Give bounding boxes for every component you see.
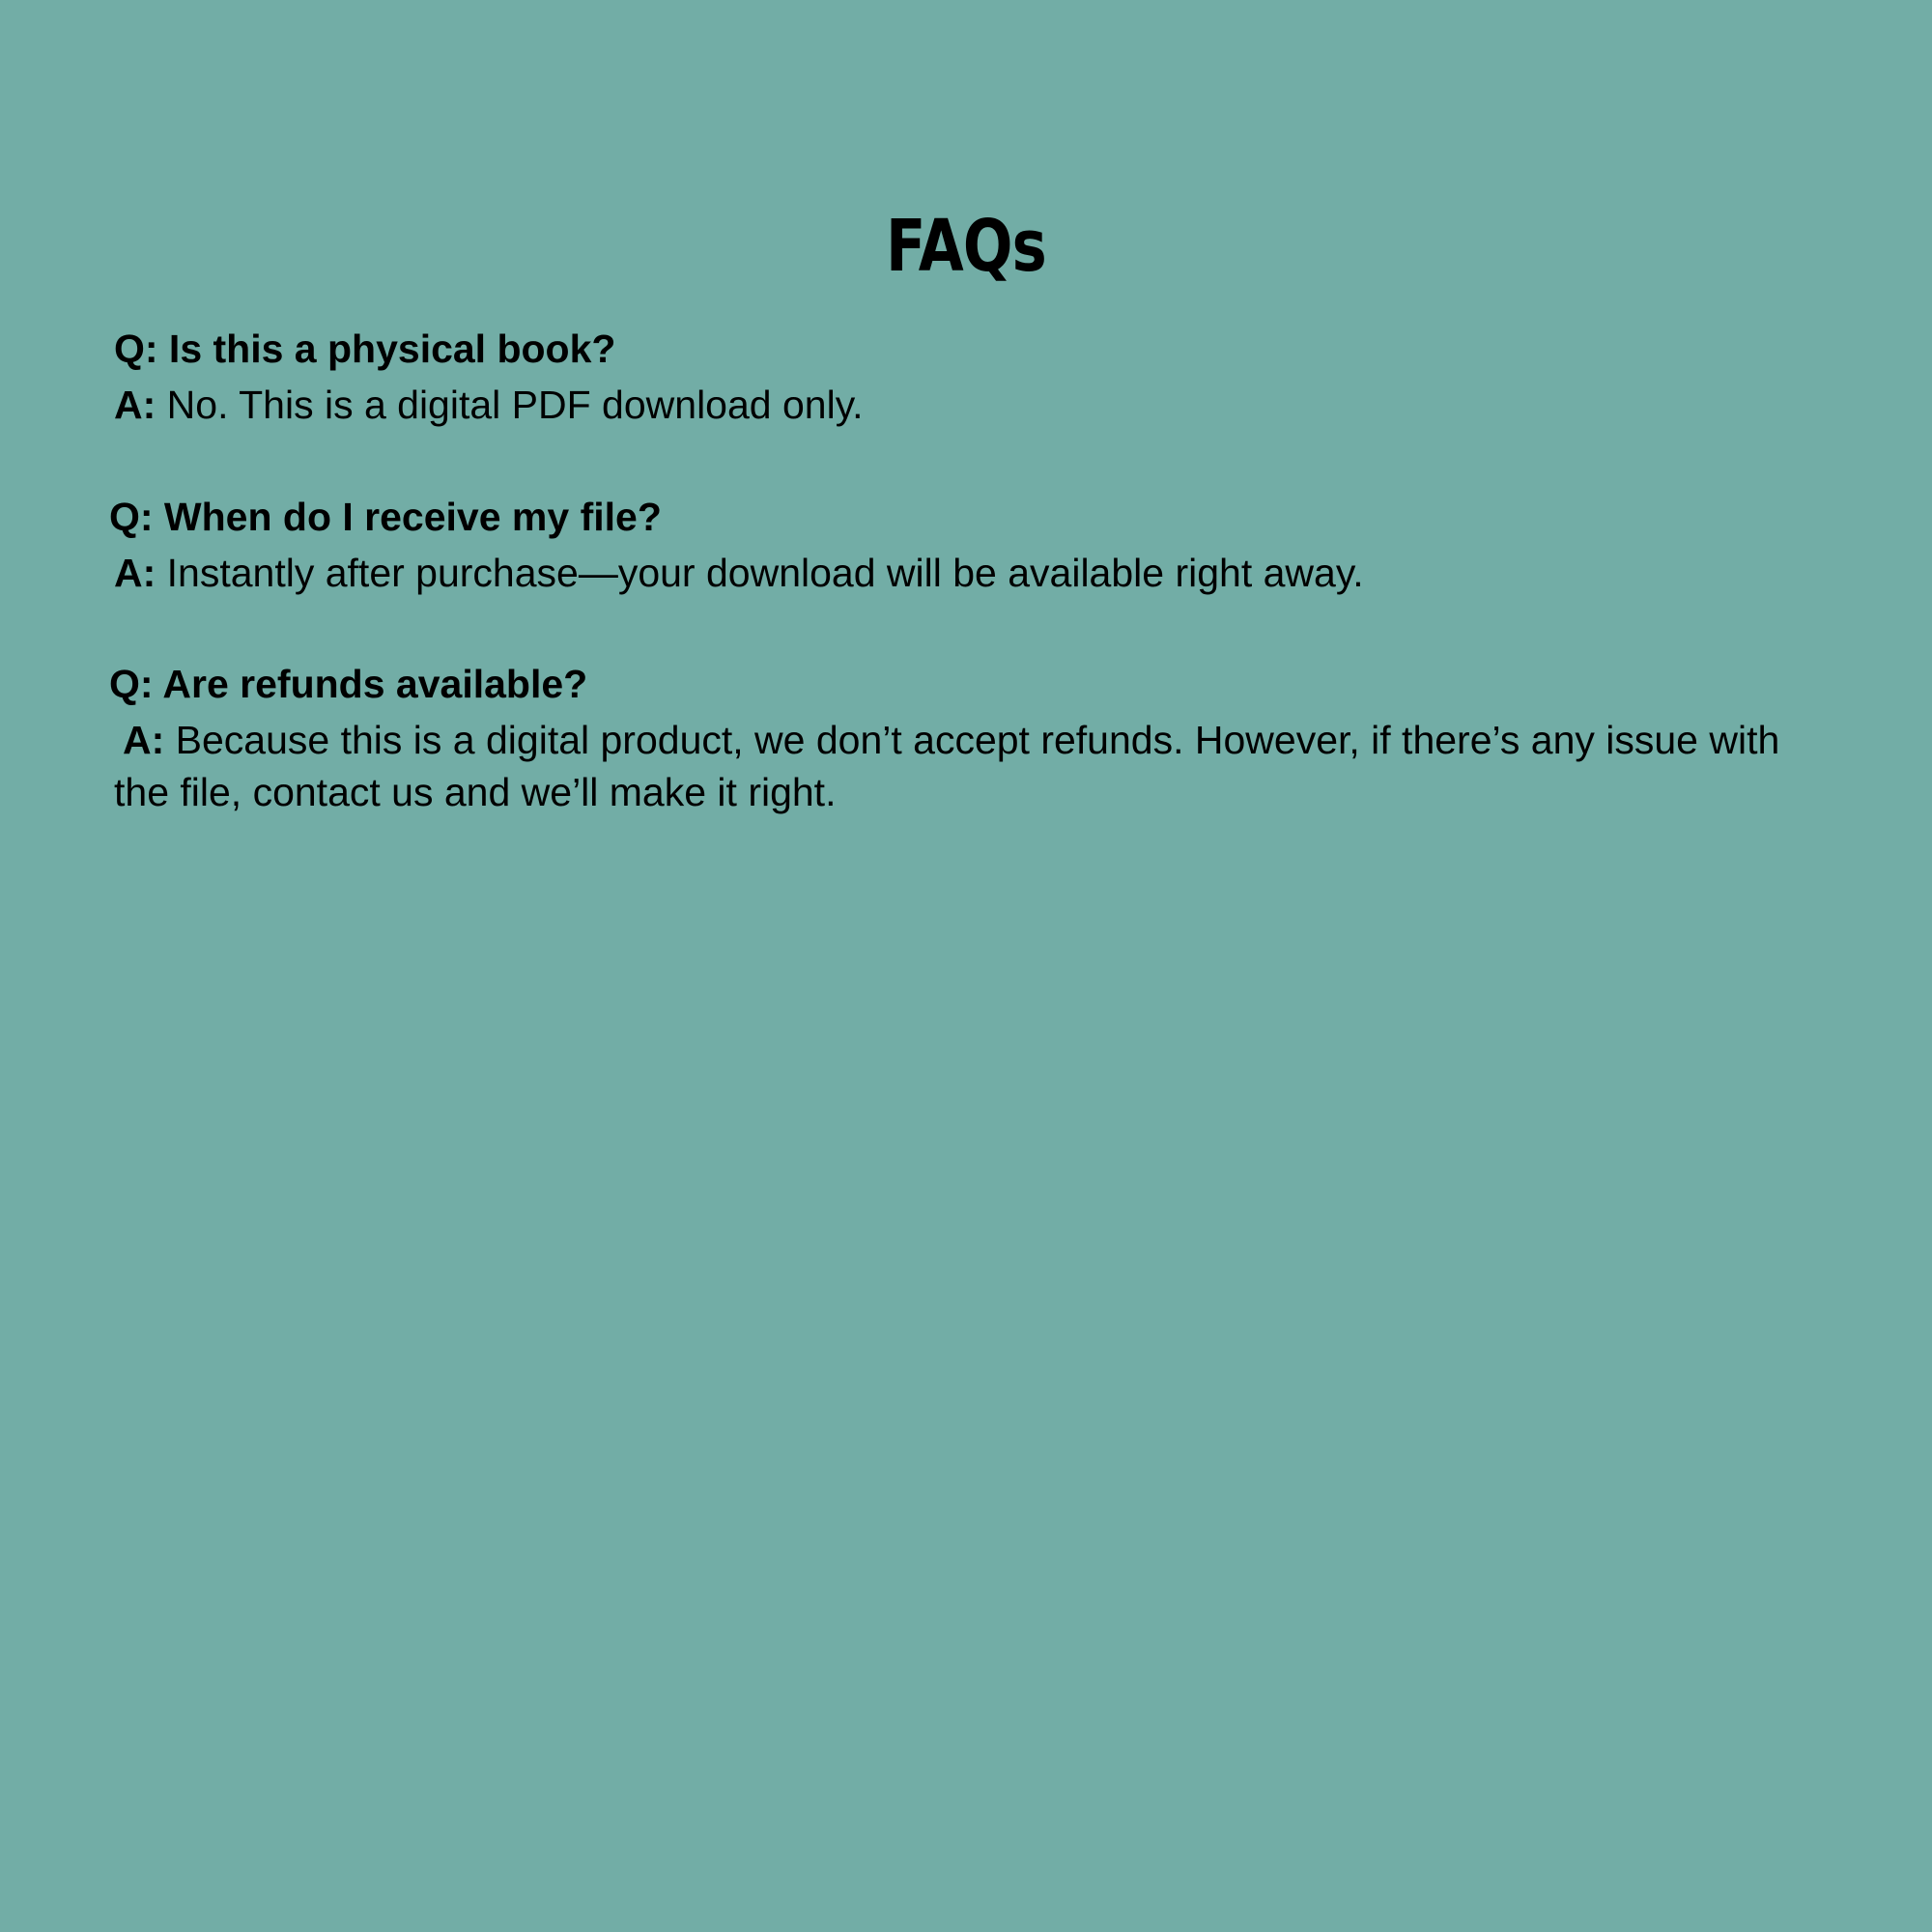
faq-answer (114, 380, 1821, 431)
answer-lead: A: (114, 383, 156, 428)
list-item (0, 659, 1932, 818)
page-title: FAQs (886, 205, 1046, 288)
answer-text: Instantly after purchase—your download will be available right away. (156, 550, 1364, 595)
faq-question: Q: When do I receive my file? (109, 494, 662, 539)
answer-text: No. This is a digital PDF download only. (156, 383, 864, 428)
list-item (0, 492, 1932, 600)
faq-question: Q: Are refunds available? (109, 662, 588, 707)
list-item (0, 324, 1932, 432)
faq-answer (114, 548, 1821, 599)
answer-text: Because this is a digital product, we don’t accept refunds. However, if there’s any issue with the file, contact us and we’ll make it right. (114, 718, 1780, 814)
faq-question: Q: Is this a physical book? (114, 327, 616, 371)
answer-lead: A: (123, 718, 165, 763)
faq-list (0, 324, 1932, 878)
faq-answer (114, 715, 1845, 818)
answer-lead: A: (114, 550, 156, 595)
